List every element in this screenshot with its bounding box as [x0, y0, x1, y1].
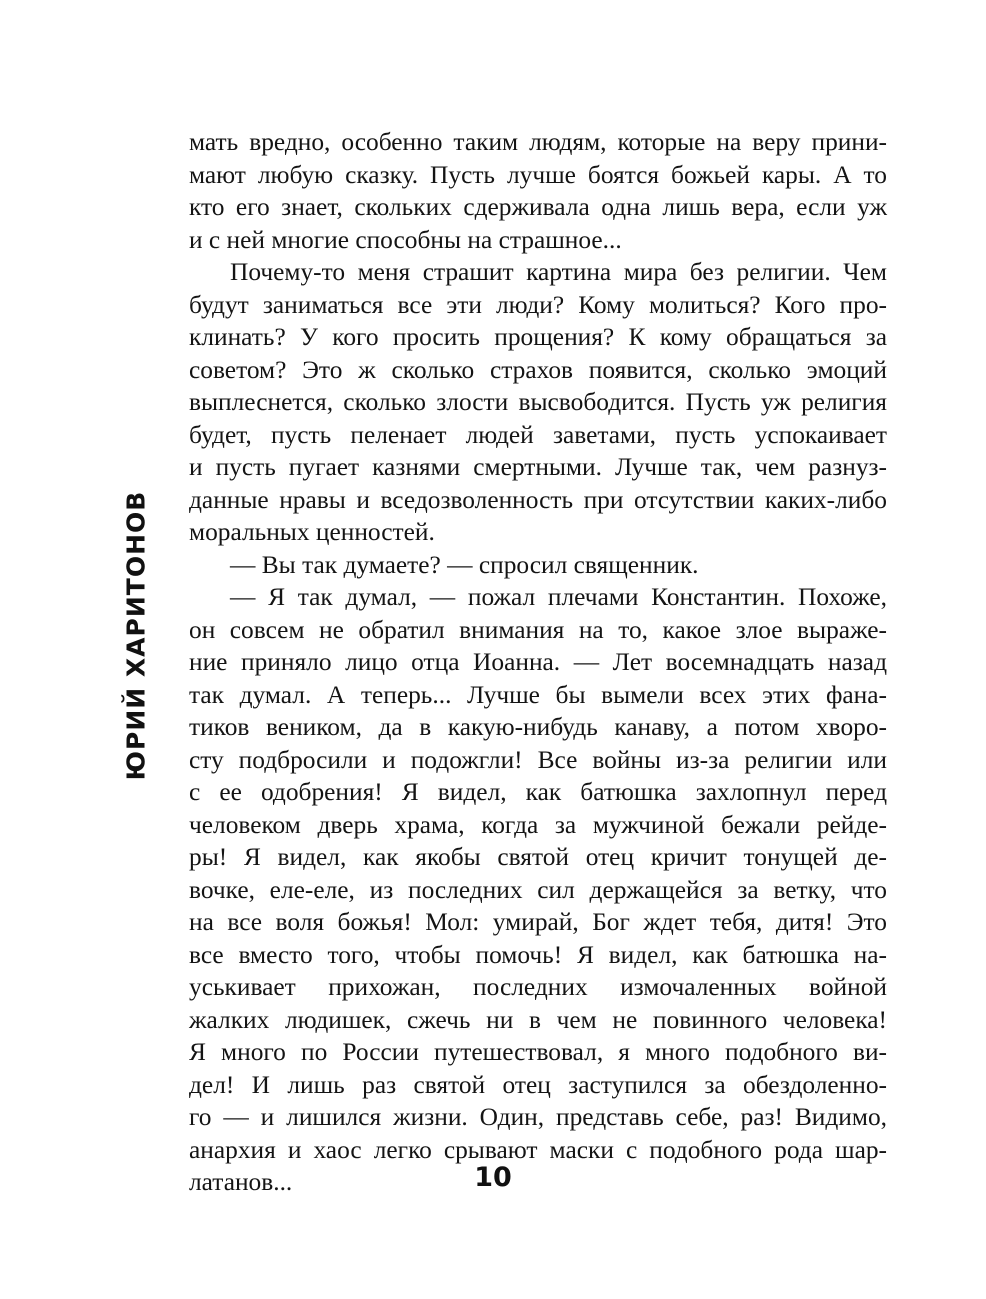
- text-line: кто его знает, скольких сдерживала одна лишь вера, если уж: [189, 193, 887, 221]
- text-line: вочке, еле-еле, из последних сил держащейся за ветку, что: [189, 875, 887, 904]
- text-line: го — и лишился жизни. Один, представь себе, раз! Видимо,: [189, 1103, 887, 1131]
- text-line: Почему-то меня страшит картина мира без религии. Чем: [230, 258, 887, 286]
- paragraph: [189, 256, 887, 549]
- text-line: Я много по России путешествовал, я много подобного ви-: [189, 1038, 887, 1066]
- text-line: — Вы так думаете? — спросил священник.: [230, 550, 699, 579]
- text-line: латанов...: [189, 1168, 293, 1196]
- text-line: анархия и хаос легко срывают маски с подобного рода шар-: [189, 1135, 887, 1164]
- text-line: данные нравы и вседозволенность при отсутствии каких-либо: [189, 485, 887, 514]
- text-line: на все воля божья! Мол: умирай, Бог ждет тебя, дитя! Это: [189, 908, 887, 936]
- text-line: все вместо того, чтобы помочь! Я видел, как батюшка на-: [189, 940, 887, 969]
- text-line: мают любую сказку. Пусть лучше боятся божьей кары. А то: [189, 160, 887, 189]
- text-line: клинать? У кого просить прощения? К кому обращаться за: [189, 323, 887, 351]
- text-line: так думал. А теперь... Лучше бы вымели всех этих фана-: [189, 680, 887, 709]
- text-line: человеком дверь храма, когда за мужчиной бежали рейде-: [189, 810, 887, 839]
- paragraph: [189, 126, 887, 256]
- text-line: будут заниматься все эти люди? Кому молиться? Кого про-: [189, 290, 887, 319]
- text-line: уськивает прихожан, последних измочаленных войной: [189, 973, 887, 1001]
- text-line: мать вредно, особенно таким людям, которые на веру прини-: [189, 128, 887, 156]
- text-line: советом? Это ж сколько страхов появится, сколько эмоций: [189, 355, 887, 384]
- text-line: — Я так думал, — пожал плечами Константин. Похоже,: [230, 583, 887, 611]
- paragraph: [189, 581, 887, 1199]
- text-line: дел! И лишь раз святой отец заступился за обездоленно-: [189, 1070, 887, 1099]
- text-line: выплеснется, сколько злости высвободится. Пусть уж религия: [189, 388, 887, 416]
- text-line: тиков веником, да в какую-нибудь канаву, а потом хворо-: [189, 713, 887, 741]
- text-line: будет, пусть пеленает людей заветами, пусть успокаивает: [189, 420, 887, 449]
- body-text: [189, 126, 887, 1199]
- text-line: моральных ценностей.: [189, 518, 435, 546]
- running-head-author: [112, 490, 160, 780]
- text-line: ры! Я видел, как якобы святой отец кричит тонущей де-: [189, 843, 887, 871]
- text-line: с ее одобрения! Я видел, как батюшка захлопнул перед: [189, 778, 887, 806]
- page-number: 10: [474, 1162, 512, 1193]
- author-name: ЮРИЙ ХАРИТОНОВ: [121, 490, 151, 780]
- text-line: он совсем не обратил внимания на то, какое злое выраже-: [189, 615, 887, 644]
- paragraph: [189, 549, 887, 582]
- text-line: сту подбросили и подожгли! Все войны из-за религии или: [189, 745, 887, 774]
- text-line: и с ней многие способны на страшное...: [189, 225, 622, 254]
- text-line: жалких людишек, сжечь ни в чем не повинного человека!: [189, 1005, 887, 1034]
- text-line: ние приняло лицо отца Иоанна. — Лет восемнадцать назад: [189, 648, 887, 676]
- text-line: и пусть пугает казнями смертными. Лучше так, чем разнуз-: [189, 453, 887, 481]
